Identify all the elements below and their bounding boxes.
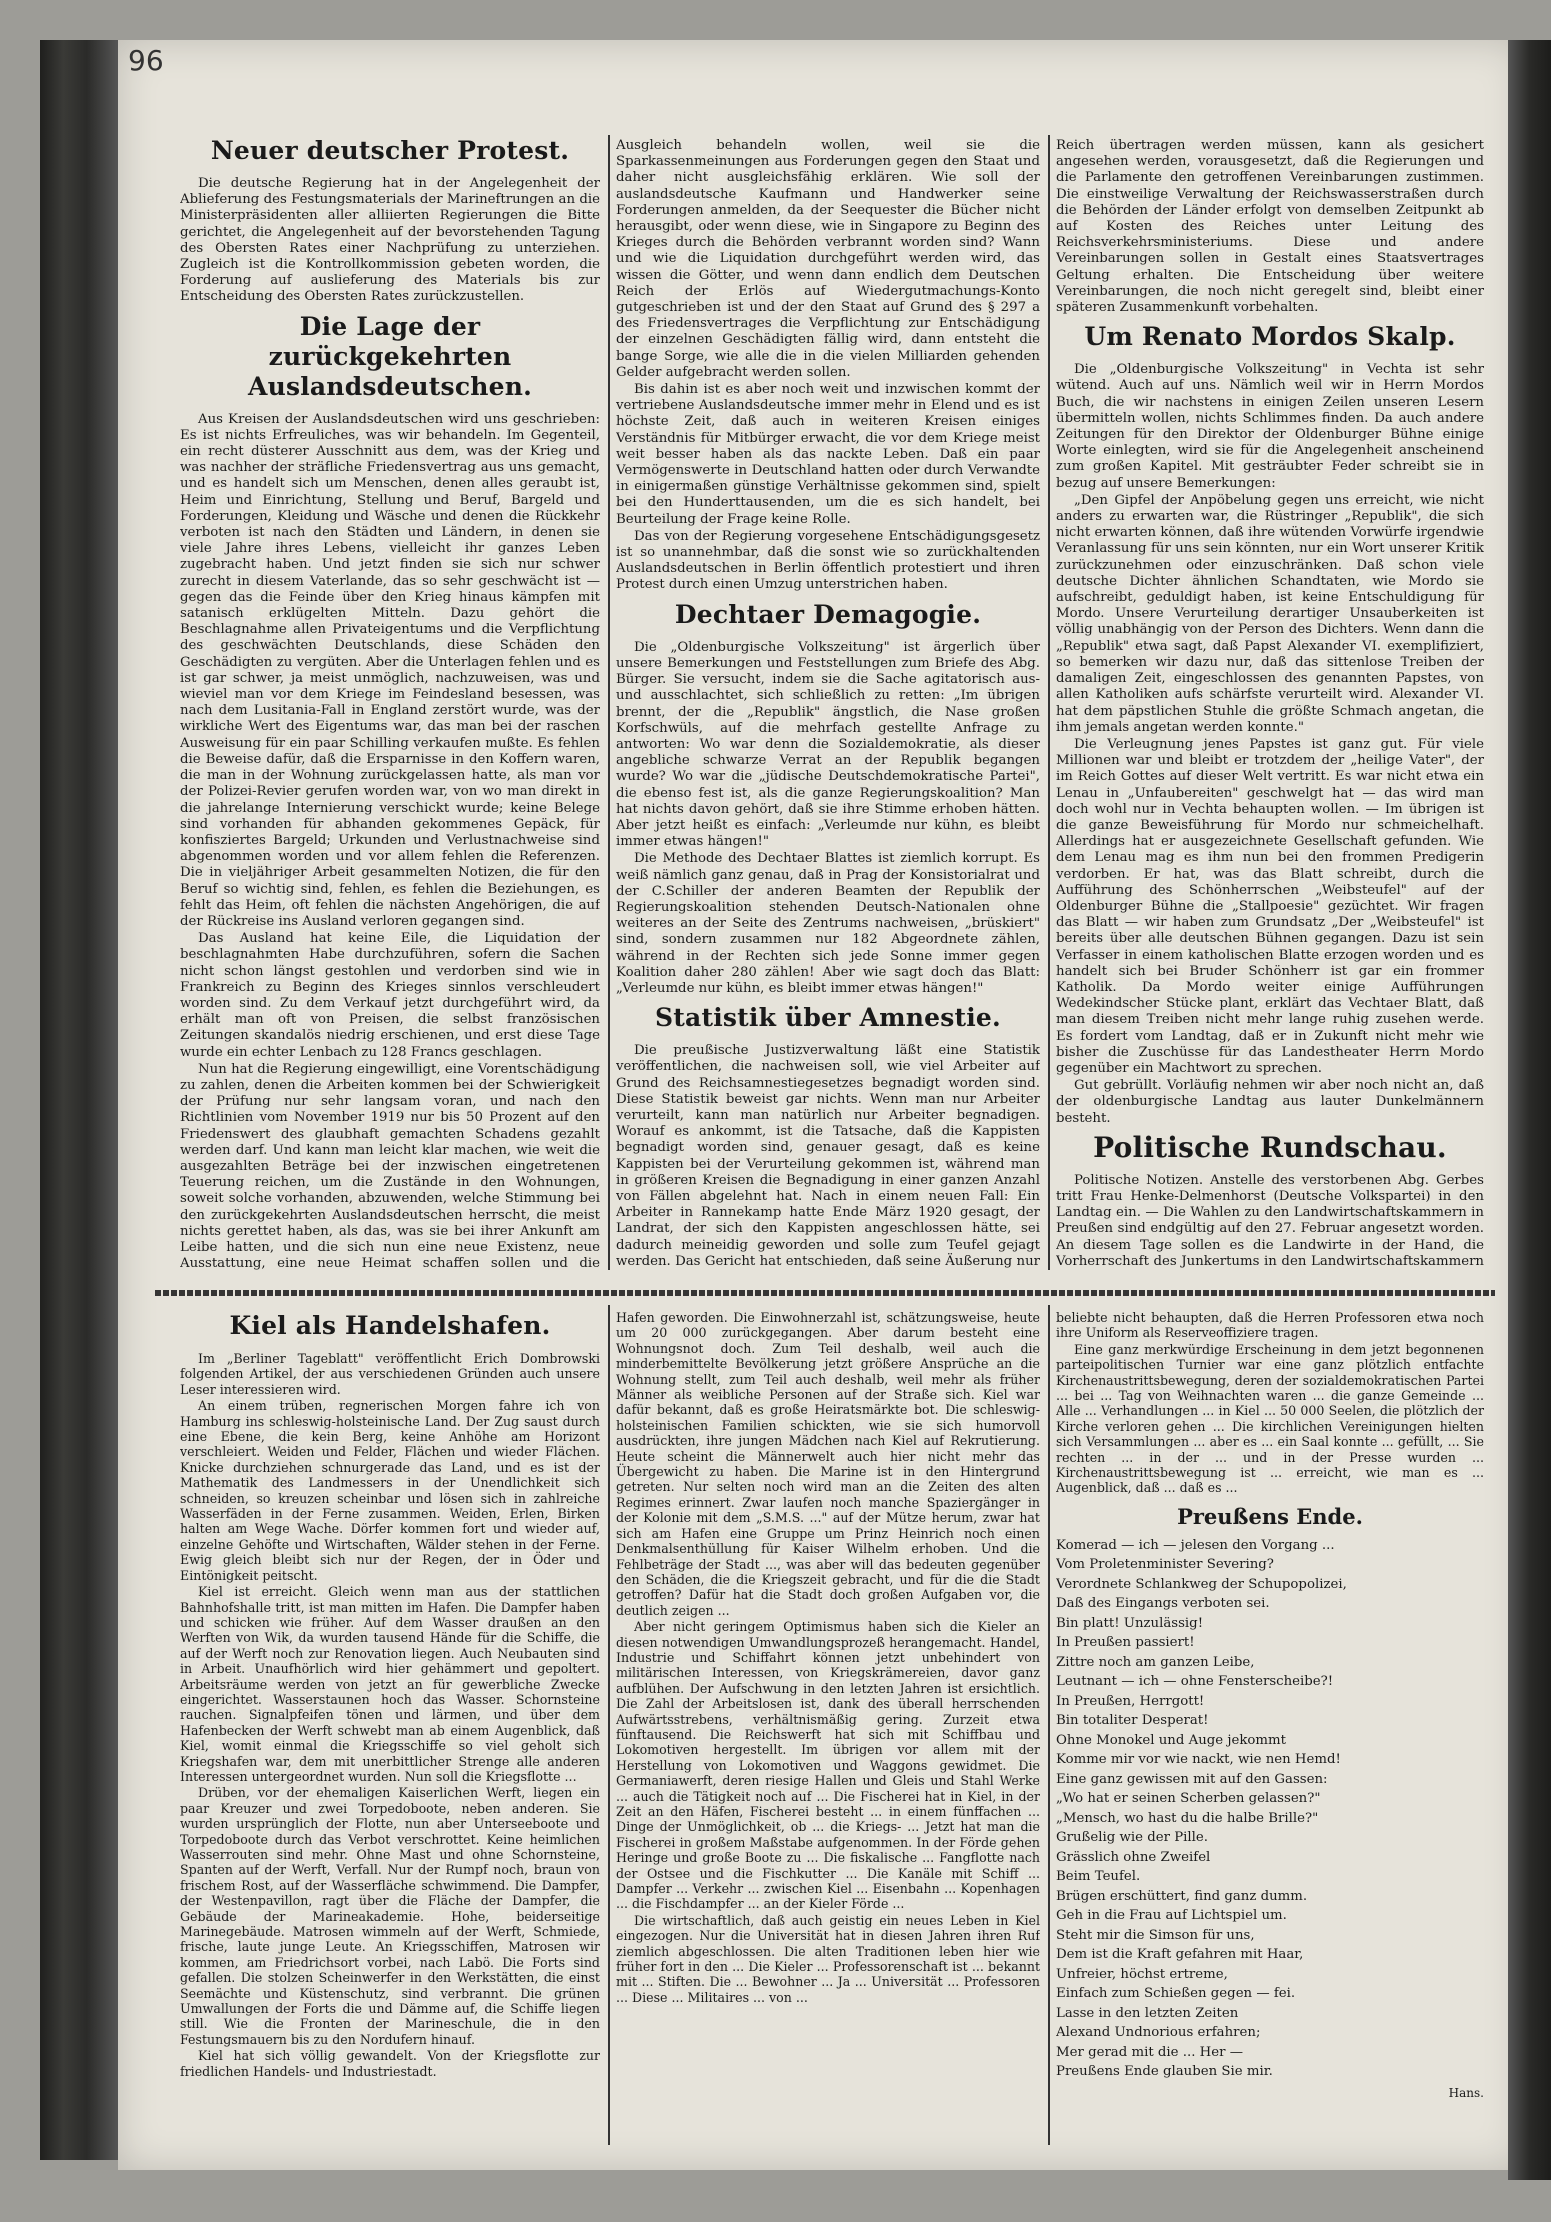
- article-paragraph: Kiel ist erreicht. Gleich wenn man aus der stattlichen Bahnhofshalle tritt, ist man mitten im Hafen. Die Dampfer haben und schicken wie früher. Auf dem Wasser draußen an den Werften von Wik, da wurden tausend Hände für die Schiffe, die auf der Werft noch zur Renovation liegen. Auch Neubauten sind in Arbeit. Unaufhörlich wird hier gehämmert und gepoltert. Arbeitsräume werden von jetzt an für gewerbliche Zwecke eingerichtet. Wasserstaunen hoch das Wasser. Schornsteine rauchen. Signalpfeifen tönen und lärmen, und über dem Hafenbecken der Werft schwebt man ab einem Augenblick, daß Kiel, womit einmal die Kriegsschiffe so viel geholt sich Kriegshafen war, dem mit unerbittlicher Strenge alle anderen Interessen untergeordnet wurden. Nun soll die Kriegsflotte ...: [180, 1584, 600, 1784]
- poem-line: Grässlich ohne Zweifel: [1056, 1849, 1211, 1865]
- headline-preussens-ende: Preußens Ende.: [1177, 1503, 1363, 1529]
- article-paragraph: Die preußische Justizverwaltung läßt eine Statistik veröffentlichen, die nachweisen soll, wie viel Arbeiter auf Grund des Reichsamnestiegesetzes begnadigt worden sind. Diese Statistik beweist gar nichts. Wenn man nur Arbeiter verurteilt, kann man natürlich nur Arbeiter begnadigen. Worauf es ankommt, ist die Tatsache, daß die Kappisten begnadigt worden sind, genauer gesagt, daß es keine Kappisten bei der Verurteilung gekommen ist, während man in größeren Kreisen die Begnadigung in einer ganzen Anzahl von Fällen abgelehnt hat. Nach in einem neuen Fall: Ein Arbeiter in Rannekamp hatte Ende März 1920 gesagt, der Landrat, der sich den Kappisten angeschlossen hätte, sei dadurch meineidig geworden und solle zum Teufel gejagt werden. Das Gericht hat entschieden, daß seine Äußerung nur: [616, 1043, 1040, 1269]
- column-1: [180, 130, 600, 1270]
- article-paragraph: „Den Gipfel der Anpöbelung gegen uns erreicht, wie nicht anders zu erwarten war, die Rüstringer „Republik", die sich nicht erwarten können, daß ihre wütenden Vorwürfe irgendwie Veranlassung für uns sein könnten, nur ein Wort unserer Kritik zurückzunehmen oder einzuschränken. Daß schon viele deutsche Dichter ähnlichen Schandtaten, wie Mordo sie aufschreibt, geduldigt haben, ist keine Entschuldigung für Mordo. Unsere Verurteilung derartiger Unsauberkeiten ist völlig unabhängig von der Person des Dichters. Wenn dann die „Republik" etwa sagt, daß Papst Alexander VI. exemplifiziert, so bemerken wir dazu nur, daß das sittenlose Treiben der damaligen Zeit, eingeschlossen des genannten Papstes, von allen Katholiken aufs schärfste verurteilt wird. Alexander VI. hat dem päpstlichen Stuhle die größte Schmach angetan, die ihm jemals angetan werden konnte.": [1056, 492, 1484, 735]
- article-paragraph: beliebte nicht behaupten, daß die Herren Professoren etwa noch ihre Uniform als Reserveoffiziere tragen.: [1056, 1310, 1484, 1341]
- column-3: [1056, 138, 1484, 1270]
- article-paragraph: Die Methode des Dechtaer Blattes ist ziemlich korrupt. Es weiß nämlich ganz genau, daß in Prag der Konsistorialrat und der C.Schiller der anderen Beamten der Republik der Regierungskoalition stehenden Deutsch-Nationalen ohne weiteres an der Seite des Zentrums nachweisen, „brüskiert" sind, sondern zusammen nur 182 Abgeordnete zählen, während in der Rechten sich jede Sonne immer gegen Koalition daher 280 zählen! Aber wie sagt doch das Blatt: „Verleumde nur kühn, es bleibt immer etwas hängen!": [616, 851, 1040, 996]
- poem-line: Dem ist die Kraft gefahren mit Haar,: [1056, 1947, 1304, 1963]
- article-paragraph: Nun hat die Regierung eingewilligt, eine Vorentschädigung zu zahlen, denen die Arbeiten kommen bei der Schwierigkeit der Prüfung nur sehr langsam voran, und nach den Richtlinien vom November 1919 nur bis 50 Prozent auf den Friedenswert des glaubhaft gemachten Schadens gezahlt werden darf. Und kann man leicht klar machen, wie weit die ausgezahlten Beträge bei der inzwischen eingetretenen Teuerung reichen, um die Zustände in den Wohnungen, soweit solche vorhanden, abzuwenden, welche Stimmung bei den zurückgekehrten Auslandsdeutschen herrscht, die meist nichts gerettet haben, als das, was sie bei ihrer Ankunft am Leibe hatten, und die sich nun eine neue Existenz, neue Ausstattung, eine neue Heimat schaffen sollen und die: [180, 1061, 600, 1270]
- poem-line: Verordnete Schlankweg der Schupopolizei,: [1056, 1576, 1347, 1592]
- article-paragraph: Bis dahin ist es aber noch weit und inzwischen kommt der vertriebene Auslandsdeutsche immer mehr in Elend und es ist höchste Zeit, daß auch in weiteren Kreisen einiges Verständnis für Mitbürger erwacht, die vor dem Kriege meist weit besser haben als das nackte Leben. Daß ein paar Vermögenswerte in Deutschland hatten oder durch Verwandte in einigermaßen günstige Verhältnisse gekommen sind, spielt bei den Hunderttausenden, um die es sich handelt, bei Beurteilung der Frage keine Rolle.: [616, 382, 1040, 527]
- poem-line: Lasse in den letzten Zeiten: [1056, 2005, 1239, 2021]
- column-divider: [608, 1305, 610, 2145]
- book-binding-left: [40, 40, 118, 2160]
- book-binding-right: [1508, 40, 1551, 2180]
- article-paragraph: Reich übertragen werden müssen, kann als gesichert angesehen werden, vorausgesetzt, daß die Regierungen und die Parlamente den getroffenen Vereinbarungen zustimmen. Die einstweilige Verwaltung der Reichswasserstraßen durch die Behörden der Länder erfolgt von demselben Zeitpunkt ab auf Kosten des Reiches unter Leitung des Reichsverkehrsministeriums. Diese und andere Vereinbarungen sollen in Gestalt eines Staatsvertrages Geltung erhalten. Die Entscheidung über weitere Vereinbarungen, die noch nicht geregelt sind, bleibt einer späteren Zusammenkunft vorbehalten.: [1056, 138, 1484, 316]
- column-divider: [1048, 135, 1050, 1270]
- article-paragraph: Die Verleugnung jenes Papstes ist ganz gut. Für viele Millionen war und bleibt er trotzdem der „heilige Vater", der im Reich Gottes auf dieser Welt vertritt. Es war nicht etwa ein Lenau in „Unfaubereiten" geschwelgt hat — das wird man doch wohl nur in Vechta behaupten wollen. — Im übrigen ist die ganze Beweisführung für Mordo nur schmeichelhaft. Allerdings hat er ausgezeichnete Gesellschaft gefunden. Wie dem Lenau mag es ihm nun bei den frommen Predigerin verdorben. Er hat, was das Blatt schreibt, durch die Aufführung des Schönherrschen „Weibsteufel" auf der Oldenburger Bühne die „Stallpoesie" gezüchtet. Wir fragen das Blatt — wir haben zum Grundsatz „Der „Weibsteufel" ist bereits über alle deutschen Bühnen gegangen. Dazu ist sein Verfasser in einem katholischen Blatte erzogen worden und es handelt sich bei Bruder Schönherr ist gar ein frommer Katholik. Da Mordo weiter einige Aufführungen Wedekindscher Stücke plant, erklärt das Vechtaer Blatt, daß man diesem Treiben nicht mehr lange ruhig zusehen werde. Es fordert vom Landtag, daß er in Zukunft nicht mehr wie bisher die Zuschüsse für das Landestheater Herrn Mordo gegenüber ein Machtwort zu sprechen.: [1056, 736, 1484, 1076]
- poem-line: Unfreier, höchst ertreme,: [1056, 1966, 1228, 1982]
- poem-line: „Mensch, wo hast du die halbe Brille?": [1056, 1810, 1319, 1826]
- article-paragraph: Die wirtschaftlich, daß auch geistig ein neues Leben in Kiel eingezogen. Nur die Universität hat in diesen Jahren ihren Ruf ziemlich abgeschlossen. Die alten Traditionen leben hier wie früher fort in den ... Die Kieler ... Professorenschaft ist ... bekannt mit ... Stiften. Die ... Bewohner ... Ja ... Universität ... Professoren ... Diese ... Militaires ... von ...: [616, 1912, 1040, 2005]
- poem-line: In Preußen passiert!: [1056, 1635, 1195, 1651]
- article-paragraph: An einem trüben, regnerischen Morgen fahre ich von Hamburg ins schleswig-holsteinische Land. Der Zug saust durch eine Ebene, die kein Berg, keine Anhöhe am Horizont verschleiert. Weiden und Felder, Flächen und wieder Flächen. Knicke durchziehen schnurgerade das Land, und es ist der Mathematik des Landmessers in der Unendlichkeit sich schneiden, so kreuzen scheinbar und lösen sich in zahlreiche Wasserfäden in der Ferne zusammen. Weiden, Erlen, Birken halten am Wege Wache. Dörfer kommen fort und wieder auf, einzelne Gehöfte und Wirtschaften, Wälder stehen in der Ferne. Ewig gleich bleibt sich nur der Regen, der in Öder und Eintönigkeit peitscht.: [180, 1398, 600, 1583]
- poem-line: Vom Proletenminister Severing?: [1056, 1557, 1274, 1573]
- article-paragraph: Aus Kreisen der Auslandsdeutschen wird uns geschrieben: Es ist nichts Erfreuliches, was wir behandeln. Im Gegenteil, ein recht düsterer Ausschnitt aus dem, was der Krieg und was nachher der sträfliche Friedensvertrag aus uns gemacht, und es handelt sich um Menschen, denen alles geraubt ist, Heim und Einrichtung, Stellung und Beruf, Bargeld und Forderungen, Kleidung und Wäsche und denen die Rückkehr verboten ist nach den Städten und Ländern, in denen sie viele Jahre ihres Lebens, vielleicht ihr ganzes Leben zugebracht haben. Und jetzt finden sie sich nur schwer zurecht in diesem Vaterlande, das so sehr geschwächt ist — gegen das die Feinde über den Krieg hinaus kämpfen mit satanisch erklügelten Mitteln. Dazu gehört die Beschlagnahme allen Privateigentums und die Verpflichtung des geschwächten Deutschlands, diese Schäden den Geschädigten zu vergüten. Aber die Unterlagen fehlen und es ist gar schwer, ja meist unmöglich, nachzuweisen, was und wieviel man vor dem Kriege im Feindesland besessen, was nach dem Lusitania-Fall in England zerstört wurde, was der wirkliche Wert des Eigentums war, das man bei der raschen Ausweisung für ein paar Schilling verkaufen mußte. Es fehlen die Beweise dafür, daß die Ersparnisse in den Koffern waren, die man in der Wohnung zurückgelassen hatte, als man vor der Polizei-Revier gerufen worden war, von wo man direkt in die jahrelange Internierung verschickt wurde; keine Belege sind vorhanden für abhanden gekommenes Gepäck, für konfisziertes Bargeld; Urkunden und Verlustnachweise sind abgenommen worden und vor allem fehlen die Referenzen. Die in vieljähriger Arbeit gesammelten Notizen, die für den Beruf so wichtig sind, fehlen, es fehlen die Beziehungen, es fehlt das Heim, oft fehlen die nächsten Angehörigen, die auf der Rückreise ins Ausland verloren gegangen sind.: [180, 411, 600, 929]
- bottom-column-1: [180, 1305, 600, 2145]
- poem-line: Grußelig wie der Pille.: [1056, 1830, 1209, 1846]
- article-paragraph: Das von der Regierung vorgesehene Entschädigungsgesetz ist so unannehmbar, daß die sonst wie so zurückhaltenden Auslandsdeutschen in Berlin öffentlich protestiert und ihren Protest durch einen Umzug unterstrichen haben.: [616, 528, 1040, 593]
- poem-line: Ohne Monokel und Auge jekommt: [1056, 1732, 1286, 1748]
- poem-line: Bin platt! Unzulässig!: [1056, 1615, 1204, 1631]
- poem-line: In Preußen, Herrgott!: [1056, 1693, 1205, 1709]
- poem-line: Steht mir die Simson für uns,: [1056, 1927, 1255, 1943]
- article-paragraph: Hafen geworden. Die Einwohnerzahl ist, schätzungsweise, heute um 20 000 zurückgegangen. Aber darum besteht eine Wohnungsnot doch. Zum Teil deshalb, weil auch die minderbemittelte Bevölkerung jetzt größere Ansprüche an die Wohnung stellt, zum Teil auch deshalb, weil mehr als früher Männer als weibliche Personen auf der Straße sich. Kiel war dafür bekannt, daß es große Heiratsmärkte bot. Die schleswig-holsteinischen Familien schickten, wie sie sich humorvoll ausdrückten, ihre jungen Mädchen nach Kiel auf Rekrutierung. Heute scheint die Männerwelt auch hier nicht mehr das Übergewicht zu haben. Die Marine ist in den Hintergrund getreten. Nur selten noch wird man an die Zeiten des alten Regimes erinnert. Zwar laufen noch manche Spaziergänger in der Kolonie mit dem „S.M.S. ..." auf der Mütze herum, zwar hat sich am Hafen eine Gruppe um Prinz Heinrich noch einen Denkmalsenthüllung für Kaiser Wilhelm erhoben. Und die Fehlbeträge der Stadt ..., was aber will das bedeuten gegenüber den Schäden, die die Kriegszeit gebracht, und für die die Stadt getroffen? Dafür hat die Stadt doch großen Aufgaben vor, die deutlich zeigen ...: [616, 1310, 1040, 1618]
- article-paragraph: Politische Notizen. Anstelle des verstorbenen Abg. Gerbes tritt Frau Henke-Delmenhorst (Deutsche Volkspartei) in den Landtag ein. — Die Wahlen zu den Landwirtschaftskammern in Preußen sind endgültig auf den 27. Februar angesetzt worden. An diesem Tage sollen es die Landwirte in der Hand, die Vorherrschaft des Junkertums in den Landwirtschaftskammern: [1056, 1172, 1484, 1269]
- poem-line: Brügen erschüttert, find ganz dumm.: [1056, 1888, 1308, 1904]
- column-2: [616, 138, 1040, 1270]
- column-divider: [608, 135, 610, 1270]
- article-paragraph: Das Ausland hat keine Eile, die Liquidation der beschlagnahmten Habe durchzuführen, sofern die Sachen nicht schon längst gestohlen und verdorben sind wie in Frankreich zu Beginn des Krieges sinnlos verschleudert worden sind. Zu dem Verkauf jetzt durchgeführt wird, da erhält man oft von Preisen, die selbst französischen Zeitungen skandalös niedrig erschienen, und erst diese Tage wurde ein echter Lenbach zu 128 Francs geschlagen.: [180, 931, 600, 1060]
- poem-line: „Wo hat er seinen Scherben gelassen?": [1056, 1791, 1321, 1807]
- bottom-column-2: [616, 1310, 1040, 2145]
- poem-line: Geh in die Frau auf Lichtspiel um.: [1056, 1908, 1287, 1924]
- article-paragraph: Im „Berliner Tageblatt" veröffentlicht Erich Dombrowski folgenden Artikel, der aus verschiedenen Gründen auch unsere Leser interessieren wird.: [180, 1351, 600, 1397]
- poem-preussens-ende: [1056, 1536, 1484, 2082]
- headline-kiel-handelshafen: Kiel als Handelshafen.: [229, 1311, 551, 1340]
- poem-line: Komme mir vor wie nackt, wie nen Hemd!: [1056, 1752, 1341, 1768]
- poem-line: Komerad — ich — jelesen den Vorgang ...: [1056, 1537, 1335, 1553]
- poem-signature: Hans.: [1448, 2085, 1484, 2100]
- poem-line: Zittre noch am ganzen Leibe,: [1056, 1654, 1255, 1670]
- bottom-column-3: [1056, 1310, 1484, 2145]
- poem-line: Bin totaliter Desperat!: [1056, 1713, 1209, 1729]
- article-paragraph: Eine ganz merkwürdige Erscheinung in dem jetzt begonnenen parteipolitischen Turnier war eine ganz plötzlich entfachte Kirchenaustrittsbewegung, deren der sozialdemokratischen Partei ... bei ... Tag von Weihnachten waren ... die ganze Gemeinde ... Alle ... Verhandlungen ... in Kiel ... 50 000 Seelen, die plötzlich der Kirche verloren gehen ... Die kirchlichen Vereinigungen hielten sich Versammlungen ... aber es ... ein Saal konnte ... gefüllt, ... Sie rechten ... in der ... und in der Presse wurden ... Kirchenaustrittsbewegung ist ... erreicht, wie man es ... Augenblick, daß ... daß es ...: [1056, 1341, 1484, 1496]
- article-paragraph: Die „Oldenburgische Volkszeitung" ist ärgerlich über unsere Bemerkungen und Feststellungen zum Briefe des Abg. Bürger. Sie versucht, indem sie die Sache agitatorisch aus- und ausschlachtet, sich schließlich zu retten: „Im übrigen brennt, der die „Republik" ängstlich, die Nase großen Korfschwüls, auf die mehrfach gestellte Anfrage zu antworten: Wo war denn die Sozialdemokratie, als dieser angebliche schwarze Verrat an der Republik begangen wurde? Wo war die „jüdische Deutschdemokratische Partei", die ebenso fest ist, als die ganze Regierungskoalition? Man hat nichts davon gehört, daß sie ihre Stimme erhoben hätten. Aber jetzt heißt es einfach: „Verleumde nur kühn, es bleibt immer etwas hängen!": [616, 639, 1040, 850]
- poem-line: Alexand Undnorious erfahren;: [1056, 2025, 1261, 2041]
- headline-neuer-deutscher-protest: Neuer deutscher Protest.: [210, 136, 570, 165]
- article-paragraph: Ausgleich behandeln wollen, weil sie die Sparkassenmeinungen aus Forderungen gegen den Staat und daher nicht ausgleichsfähig erklären. Wie soll der auslandsdeutsche Kaufmann und Handwerker seine Forderungen anmelden, da der Seequester die Bücher nicht herausgibt, oder wenn diese, wie in Singapore zu Beginn des Krieges durch die Behörden verbrannt worden sind? Wann und wie die Liquidation durchgeführt werden wird, das wissen die Götter, und wenn dann endlich dem Deutschen Reich der Erlös auf Wiedergutmachungs-Konto gutgeschrieben ist und der den Staat auf Grund des § 297 a des Friedensvertrages die Verpflichtung zur Entschädigung der einzelnen Geschädigten fällig wird, dann entsteht die bange Sorge, wie alle die in die vielen Milliarden gehenden Gelder aufgebracht werden sollen.: [616, 138, 1040, 380]
- column-divider: [1048, 1305, 1050, 2145]
- article-paragraph: Die deutsche Regierung hat in der Angelegenheit der Ablieferung des Festungsmaterials der Marineftrungen an die Ministerpräsidenten aller alliierten Regierungen die Bitte gerichtet, die Angelegenheit auf der bevorstehenden Tagung des Obersten Rates einer Nachprüfung zu unterziehen. Zugleich ist die Kontrollkommission gebeten worden, die Forderung auf auslieferung des Materials bis zur Entscheidung des Obersten Rates zurückzustellen.: [180, 176, 600, 305]
- poem-line: Eine ganz gewissen mit auf den Gassen:: [1056, 1771, 1328, 1787]
- poem-line: Leutnant — ich — ohne Fensterscheibe?!: [1056, 1674, 1334, 1690]
- article-paragraph: Die „Oldenburgische Volkszeitung" in Vechta ist sehr wütend. Auch auf uns. Nämlich weil wir in Herrn Mordos Buch, die wir nachstens in einigen Zeilen unseren Lesern übermitteln wollen, nichts Schlimmes finden. Da auch andere Zeitungen für den Direktor der Oldenburger Bühne einige Worte einlegten, wird sie für die Angelegenheit anscheinend zum großen Kapitel. Mit gesträubter Feder schreibt sie in bezug auf unsere Bemerkungen:: [1056, 362, 1484, 491]
- article-paragraph: Aber nicht geringem Optimismus haben sich die Kieler an diesen notwendigen Umwandlungsprozeß herangemacht. Handel, Industrie und Schiffahrt können jetzt unbehindert von militärischen Interessen, von Kriegskrämereien, davor ganz aufblühen. Der Aufschwung in den letzten Jahren ist ersichtlich. Die Zahl der Arbeitslosen ist, dank des überall herrschenden Aufwärtsstrebens, verhältnismäßig gering. Zurzeit etwa fünftausend. Die Reichswerft hat sich mit Schiffbau und Lokomotiven hergestellt. Im übrigen vor allem mit der Herstellung von Lokomotiven und Waggons gewidmet. Die Germaniawerft, deren riesige Hallen und Gleis und Stahl Werke ... auch die Tätigkeit noch auf ... Die Fischerei hat in Kiel, in der Zeit an den Häfen, Fischerei besteht ... in einem fünffachen ... Dinge der Unmöglichkeit, ob ... die Kriegs- ... Jetzt hat man die Fischerei in großem Maßstabe aufgenommen. In der Förde gehen Heringe und große Boote zu ... Die fiskalische ... Fangflotte nach der Ostsee und die Fischkutter ... Die Kanäle mit Schiff ... Dampfer ... Verkehr ... zwischen Kiel ... Eisenbahn ... Kopenhagen ... die Fischdampfer ... an der Kieler Förde ...: [616, 1619, 1040, 1912]
- headline-dechtaer-demagogie: Dechtaer Demagogie.: [674, 599, 982, 629]
- poem-line: Einfach zum Schießen gegen — fei.: [1056, 1986, 1296, 2002]
- article-paragraph: Kiel hat sich völlig gewandelt. Von der Kriegsflotte zur friedlichen Handels- und Industriestadt.: [180, 2048, 600, 2079]
- poem-line: Beim Teufel.: [1056, 1869, 1141, 1885]
- headline-renato-mordo: Um Renato Mordos Skalp.: [1084, 322, 1456, 352]
- article-paragraph: Drüben, vor der ehemaligen Kaiserlichen Werft, liegen ein paar Kreuzer und zwei Torpedoboote, neben anderen. Sie wurden ursprünglich der Flotte, nun aber Unterseeboote und Torpedoboote durch das Verbot verschrottet. Keine heimlichen Wasserrouten sind mehr. Ohne Mast und ohne Schornsteine, Spanten auf der Werft, Verfall. Nur der Rumpf noch, braun von frischem Rost, auf der Wasserfläche schwimmend. Die Dampfer, der Westenpavillon, ragt über die Fläche der Dampfer, die Gebäude der Marineakademie. Hohe, beiderseitige Marinegebäude. Matrosen wimmeln auf der Werft, Schmiede, frische, laute junge Leute. An Kriegsschiffen, Matrosen wir kommen, am Friedrichsort vorbei, nach Labö. Die Forts sind gefallen. Die stolzen Scheinwerfer in den Werkstätten, die einst Seemächte und Küstenschutz, sind verbrannt. Die grünen Umwallungen der Forts die und Dämme auf, die Schiffe liegen still. Wie die Fronten der Marineschule, die in den Festungsmauern bis zu den Nordufern hinauf.: [180, 1785, 600, 2047]
- poem-line: Mer gerad mit die ... Her —: [1056, 2044, 1244, 2060]
- headline-politische-rundschau: Politische Rundschau.: [1093, 1130, 1447, 1164]
- headline-auslandsdeutschen: Die Lage der zurückgekehrten Auslandsdeutschen.: [247, 311, 533, 401]
- poem-line: Daß des Eingangs verboten sei.: [1056, 1596, 1270, 1612]
- page-number: 96: [128, 44, 164, 77]
- article-paragraph: Gut gebrüllt. Vorläufig nehmen wir aber noch nicht an, daß der oldenburgische Landtag aus lauter Dunkelmännern besteht.: [1056, 1078, 1484, 1126]
- section-divider: [155, 1290, 1495, 1296]
- headline-statistik-amnestie: Statistik über Amnestie.: [655, 1003, 1001, 1033]
- poem-line: Preußens Ende glauben Sie mir.: [1056, 2064, 1273, 2080]
